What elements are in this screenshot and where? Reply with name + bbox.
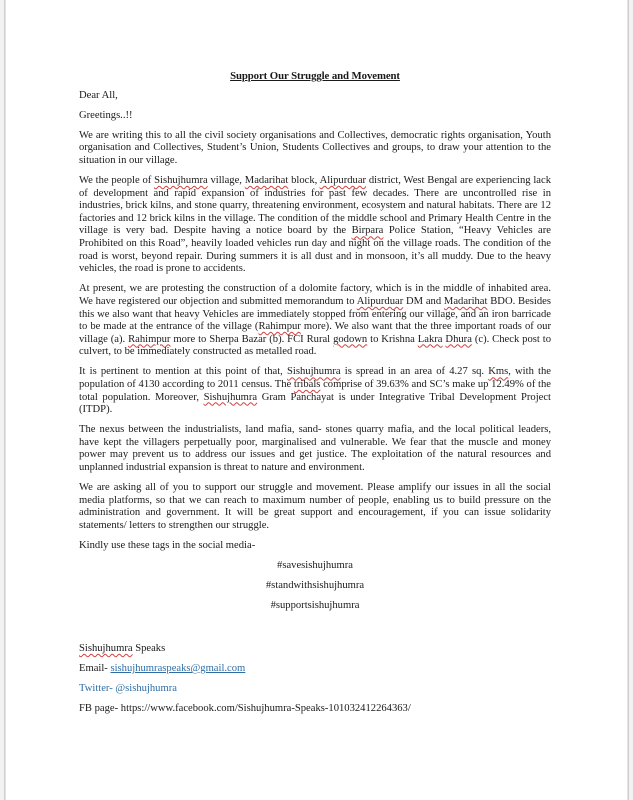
page-right-border <box>628 0 633 800</box>
signature-name <box>79 643 551 656</box>
spellcheck-word: Birpara <box>351 225 384 237</box>
hashtag: #supportsishujhumra <box>270 600 360 612</box>
signature-facebook: FB page- https://www.facebook.com/Sishujhumra-Speaks-101032412264363/ <box>79 703 411 715</box>
spellcheck-word: Sishujhumra <box>287 366 341 378</box>
paragraph-demographics <box>79 366 551 416</box>
spellcheck-word: Lakra <box>417 333 443 345</box>
hashtag-list <box>79 560 551 613</box>
paragraph-village-situation <box>79 175 551 276</box>
text: more to Sherpa Bazar (b). FCI Rural <box>170 333 334 345</box>
spellcheck-word: Sishujhumra <box>203 391 258 403</box>
text: (c). Check post to culvert, to be immediately constructed as metalled road. <box>79 333 551 358</box>
spellcheck-word: Madarihat <box>443 295 488 307</box>
paragraph-tags-intro: Kindly use these tags in the social media- <box>79 540 256 551</box>
spellcheck-word: Rahimpur <box>128 333 171 345</box>
paragraph-appeal: We are asking all of you to support our struggle and movement. Please amplify our issues in all the social media platforms, so that we can reach to maximum number of people, enabling us to build pressure on the administration and government. It will be great support and encouragement, if you can issue solidarity statements/ letters to strengthen our struggle. <box>79 482 551 531</box>
signature-block <box>79 643 551 716</box>
spellcheck-word: Sishujhumra <box>79 642 133 654</box>
text: We the people of <box>79 175 155 187</box>
salutation: Dear All, <box>79 89 118 101</box>
page-left-edge <box>5 0 6 800</box>
spellcheck-word: Madarihat <box>244 175 289 187</box>
text: is spread in an area of 4.27 sq. <box>340 366 489 378</box>
text: to Krishna <box>367 333 418 345</box>
text: village, <box>207 175 245 187</box>
text: Police Station, “Heavy Vehicles are Prohibited on this Road”, heavily loaded vehicles run day and night on the village roads. The condition of the road is worst, beyond repair. During summers it is all dust and in monsoon, it’s all muddy. Due to the heavy vehicles, the road is prone to accidents. <box>79 225 551 275</box>
text: Gram Panchayat is under Integrative Tribal Development Project (ITDP). <box>79 391 552 416</box>
greeting: Greetings..!! <box>79 109 133 121</box>
spellcheck-word: godown <box>333 333 368 345</box>
spellcheck-word: Dhura <box>445 333 472 345</box>
text: Speaks <box>132 642 166 654</box>
text: BDO. Besides this we also want that heavy Vehicles are immediately stopped from entering our village, and an iron barricade to be made at the entrance of the village ( <box>79 295 551 333</box>
paragraph-protest <box>79 283 551 359</box>
email-link[interactable]: sishujhumraspeaks@gmail.com <box>110 662 246 674</box>
document-title: Support Our Struggle and Movement <box>230 70 400 82</box>
text: district, West Bengal are experiencing lack of development and rapid expansion of industries for past few decades. There are uncontrolled rise in industries, brick kilns, and stone quarry, threatening environment, ecosystem and natural habitats. There are 12 factories and 12 brick kilns in the village. The condition of the middle school and Primary Health Centre in the village is very bad. Despite having a notice board by the <box>79 175 552 237</box>
hashtag: #savesishujhumra <box>277 560 353 572</box>
spellcheck-word: Alipurduar <box>319 175 367 187</box>
text: , with the population of 4130 according to 2011 census. The <box>79 366 551 390</box>
text: It is pertinent to mention at this point of that, <box>79 366 288 378</box>
email-label: Email- <box>79 662 111 674</box>
text: comprise of 39.63% and SC’s make up 12.49% of the total population. Moreover, <box>79 378 551 403</box>
text: At present, we are protesting the construction of a dolomite factory, which is in the middle of inhabited area. We have registered our objection and submitted memorandum to <box>79 283 551 307</box>
spellcheck-word: tribals <box>293 378 321 390</box>
spellcheck-word: Sishujhumra <box>154 175 208 187</box>
spellcheck-word: Kms <box>488 366 509 378</box>
paragraph-intro: We are writing this to all the civil society organisations and Collectives, democratic rights organisation, Youth organisation and Collectives, Student’s Union, Students Collectives and groups, to draw your attention to the situation in our village. <box>79 129 551 166</box>
text: block, <box>288 175 320 187</box>
paragraph-nexus: The nexus between the industrialists, land mafia, sand- stones quarry mafia, and the local political leaders, have kept the villagers perpetually poor, marginalised and vulnerable. We fear that the muscle and money power may prevent us to address our issues and get justice. The exploitation of the natural resources and unplanned industrial expansion is threat to nature and environment. <box>79 424 551 474</box>
text: DM and <box>403 295 444 307</box>
document-page <box>79 70 551 723</box>
spellcheck-word: Rahimpur <box>258 321 301 333</box>
page-right-edge <box>627 0 628 800</box>
spellcheck-word: Alipurduar <box>356 295 404 307</box>
signature-email <box>79 663 551 676</box>
hashtag: #standwithsishujhumra <box>265 580 365 592</box>
text: more). We also want that the three important roads of our village (a). <box>79 321 551 345</box>
signature-twitter: Twitter- @sishujhumra <box>79 683 177 695</box>
